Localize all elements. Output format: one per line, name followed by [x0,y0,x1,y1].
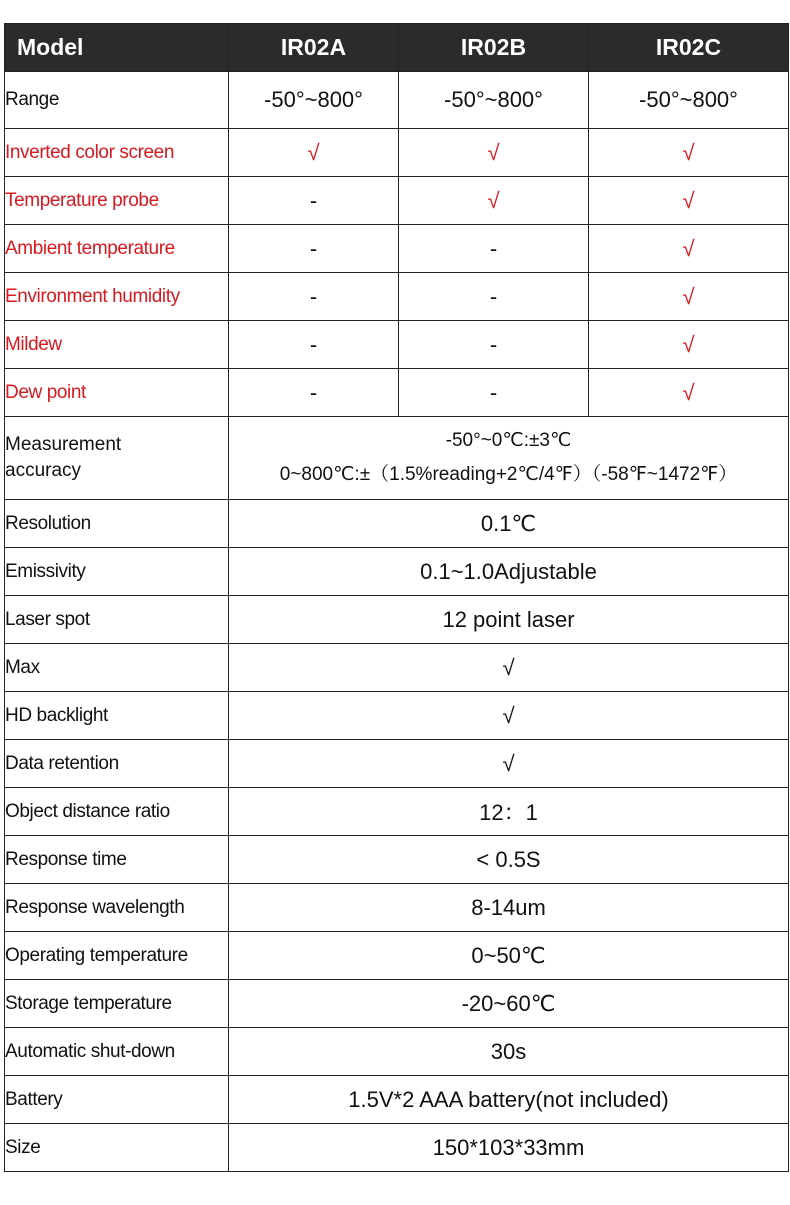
row-value: < 0.5S [229,836,789,884]
cell-ir02b: - [399,321,589,369]
table-row-mildew [5,321,789,369]
table-row-response-wavelength [5,884,789,932]
row-label: Max [5,644,229,692]
cell-ir02a: - [229,369,399,417]
cell-ir02a: - [229,177,399,225]
model-column-ir02a: IR02A [229,24,399,72]
table-row-inverted-color-screen [5,129,789,177]
cell-ir02b: - [399,225,589,273]
row-label [5,417,229,500]
cell-ir02b: - [399,273,589,321]
table-row-measurement-accuracy [5,417,789,500]
spec-table [4,23,789,1172]
row-value: √ [229,740,789,788]
table-row-environment-humidity [5,273,789,321]
table-row-laser-spot [5,596,789,644]
row-label: Range [5,72,229,129]
row-label: Resolution [5,500,229,548]
cell-ir02c: √ [589,177,789,225]
table-row-response-time [5,836,789,884]
cell-ir02a: - [229,321,399,369]
accuracy-value [229,417,789,500]
cell-ir02a: √ [229,129,399,177]
table-row-battery [5,1076,789,1124]
row-label: Temperature probe [5,177,229,225]
accuracy-label-line2: accuracy [5,460,82,481]
row-value: 0.1~1.0Adjustable [229,548,789,596]
row-label: Environment humidity [5,273,229,321]
row-value: √ [229,644,789,692]
row-label: Emissivity [5,548,229,596]
row-value: 30s [229,1028,789,1076]
row-label: Response wavelength [5,884,229,932]
table-row-range [5,72,789,129]
table-row-temperature-probe [5,177,789,225]
cell-ir02c: √ [589,321,789,369]
table-row-automatic-shut-down [5,1028,789,1076]
table-row-resolution [5,500,789,548]
cell-ir02c: √ [589,225,789,273]
model-header: Model [5,24,229,72]
table-row-hd-backlight [5,692,789,740]
table-row-object-distance-ratio [5,788,789,836]
accuracy-line1: -50°~0℃:±3℃ [445,430,572,451]
row-value: -20~60℃ [229,980,789,1028]
row-label: Inverted color screen [5,129,229,177]
cell-ir02b: -50°~800° [399,72,589,129]
cell-ir02c: √ [589,129,789,177]
model-column-ir02b: IR02B [399,24,589,72]
row-value: √ [229,692,789,740]
table-row-storage-temperature [5,980,789,1028]
row-label: Size [5,1124,229,1172]
cell-ir02a: - [229,225,399,273]
table-row-dew-point [5,369,789,417]
row-label: Ambient temperature [5,225,229,273]
row-label: Dew point [5,369,229,417]
table-row-max [5,644,789,692]
table-row-operating-temperature [5,932,789,980]
cell-ir02c: √ [589,369,789,417]
table-row-emissivity [5,548,789,596]
header-row [5,24,789,72]
row-value: 12 point laser [229,596,789,644]
cell-ir02b: √ [399,177,589,225]
cell-ir02b: √ [399,129,589,177]
cell-ir02c: -50°~800° [589,72,789,129]
row-label: Automatic shut-down [5,1028,229,1076]
row-label: HD backlight [5,692,229,740]
accuracy-label-line1: Measurement [5,434,122,455]
row-label: Storage temperature [5,980,229,1028]
row-label: Laser spot [5,596,229,644]
cell-ir02a: - [229,273,399,321]
accuracy-line2: 0~800℃:±（1.5%reading+2℃/4℉）（-58℉~1472℉） [279,464,738,485]
row-label: Object distance ratio [5,788,229,836]
row-value: 0.1℃ [229,500,789,548]
row-value: 1.5V*2 AAA battery(not included) [229,1076,789,1124]
table-row-ambient-temperature [5,225,789,273]
row-label: Operating temperature [5,932,229,980]
row-value: 150*103*33mm [229,1124,789,1172]
row-label: Data retention [5,740,229,788]
cell-ir02b: - [399,369,589,417]
row-value: 0~50℃ [229,932,789,980]
row-value: 12：1 [229,788,789,836]
row-value: 8-14um [229,884,789,932]
cell-ir02c: √ [589,273,789,321]
table-row-data-retention [5,740,789,788]
table-row-size [5,1124,789,1172]
row-label: Response time [5,836,229,884]
row-label: Mildew [5,321,229,369]
model-column-ir02c: IR02C [589,24,789,72]
row-label: Battery [5,1076,229,1124]
cell-ir02a: -50°~800° [229,72,399,129]
